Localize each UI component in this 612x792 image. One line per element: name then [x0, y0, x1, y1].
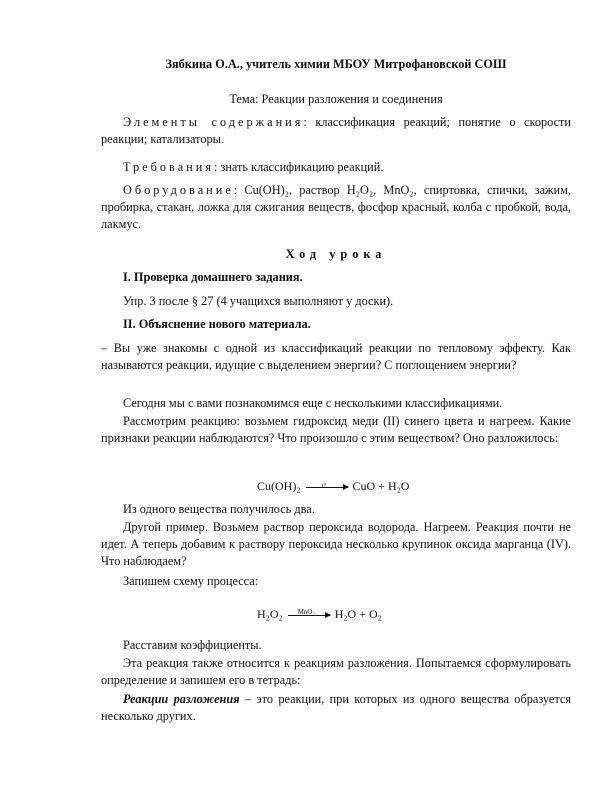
paragraph-scheme: Запишем схему процесса:: [123, 574, 259, 588]
elements-paragraph: [101, 114, 571, 148]
topic-title: Тема: Реакции разложения и соединения: [229, 92, 443, 106]
elements-label: Элементы содержания: [123, 115, 304, 129]
equipment-text: : Cu(OH)₂, раствор H₂O₂, MnO₂, спиртовка, спички, зажим, пробирка, стакан, ложка для сжигания веществ, фосфор красный, колба с пробкой, вода, лакмус.: [101, 183, 571, 231]
paragraph-two-substances: Из одного вещества получилось два.: [123, 502, 315, 516]
equation-copper-decomposition: [257, 478, 409, 495]
requirements-label: Требования: [123, 160, 214, 174]
eq2-condition: MnO₂: [297, 607, 315, 616]
eq2-right: H₂O + O₂: [334, 607, 382, 621]
equipment-paragraph: [101, 182, 571, 233]
paragraph-copper-hydroxide: Рассмотрим реакцию: возьмем гидроксид меди (II) синего цвета и нагреем. Какие признаки реакции наблюдаются? Что произошло с этим веществом? Оно разложилось:: [101, 414, 571, 445]
section-new-material-heading: II. Объяснение нового материала.: [123, 317, 311, 331]
arrow-icon: [306, 481, 348, 490]
paragraph-classifications: Сегодня мы с вами познакомимся еще с несколькими классификациями.: [123, 396, 503, 410]
equipment-label: Оборудование: [123, 183, 234, 197]
requirements-paragraph: [101, 159, 571, 176]
eq1-left: Cu(OH)₂: [257, 479, 301, 493]
paragraph-thermal-effect: – Вы уже знакомы с одной из классификаций реакции по тепловому эффекту. Как называются реакции, идущие с выделением энергии? С поглощением энергии?: [101, 341, 571, 372]
section-homework-heading: I. Проверка домашнего задания.: [123, 270, 303, 284]
paragraph-definition-intro: Эта реакция также относится к реакциям разложения. Попытаемся сформулировать определение и запишем его в тетрадь:: [101, 656, 571, 687]
eq1-right: CuO + H₂O: [352, 479, 410, 493]
definition-term: Реакции разложения: [123, 692, 240, 706]
paragraph-definition: [101, 691, 571, 725]
eq1-condition: t°: [321, 481, 327, 490]
author-line: Зябкина О.А., учитель химии МБОУ Митрофановской СОШ: [165, 57, 507, 71]
lesson-heading: Ход урока: [285, 247, 387, 261]
paragraph-coefficients: Расставим коэффициенты.: [123, 638, 262, 652]
definition-text: – это реакции, при которых из одного вещества образуется несколько других.: [101, 692, 572, 723]
arrow-icon: [288, 607, 330, 616]
paragraph-peroxide: Другой пример. Возьмем раствор пероксида водорода. Нагреем. Реакция почти не идет. А теперь добавим к раствору пероксида несколько крупинок оксида марганца (IV). Что наблюдаем?: [101, 520, 571, 568]
equation-peroxide-decomposition: [257, 606, 382, 623]
elements-text: : классификация реакций; понятие о скорости реакции; катализаторы.: [101, 115, 571, 146]
eq2-left: H₂O₂: [257, 607, 283, 621]
homework-text: Упр. 3 после § 27 (4 учащихся выполняют у доски).: [123, 294, 394, 308]
requirements-text: : знать классификацию реакций.: [213, 160, 384, 174]
